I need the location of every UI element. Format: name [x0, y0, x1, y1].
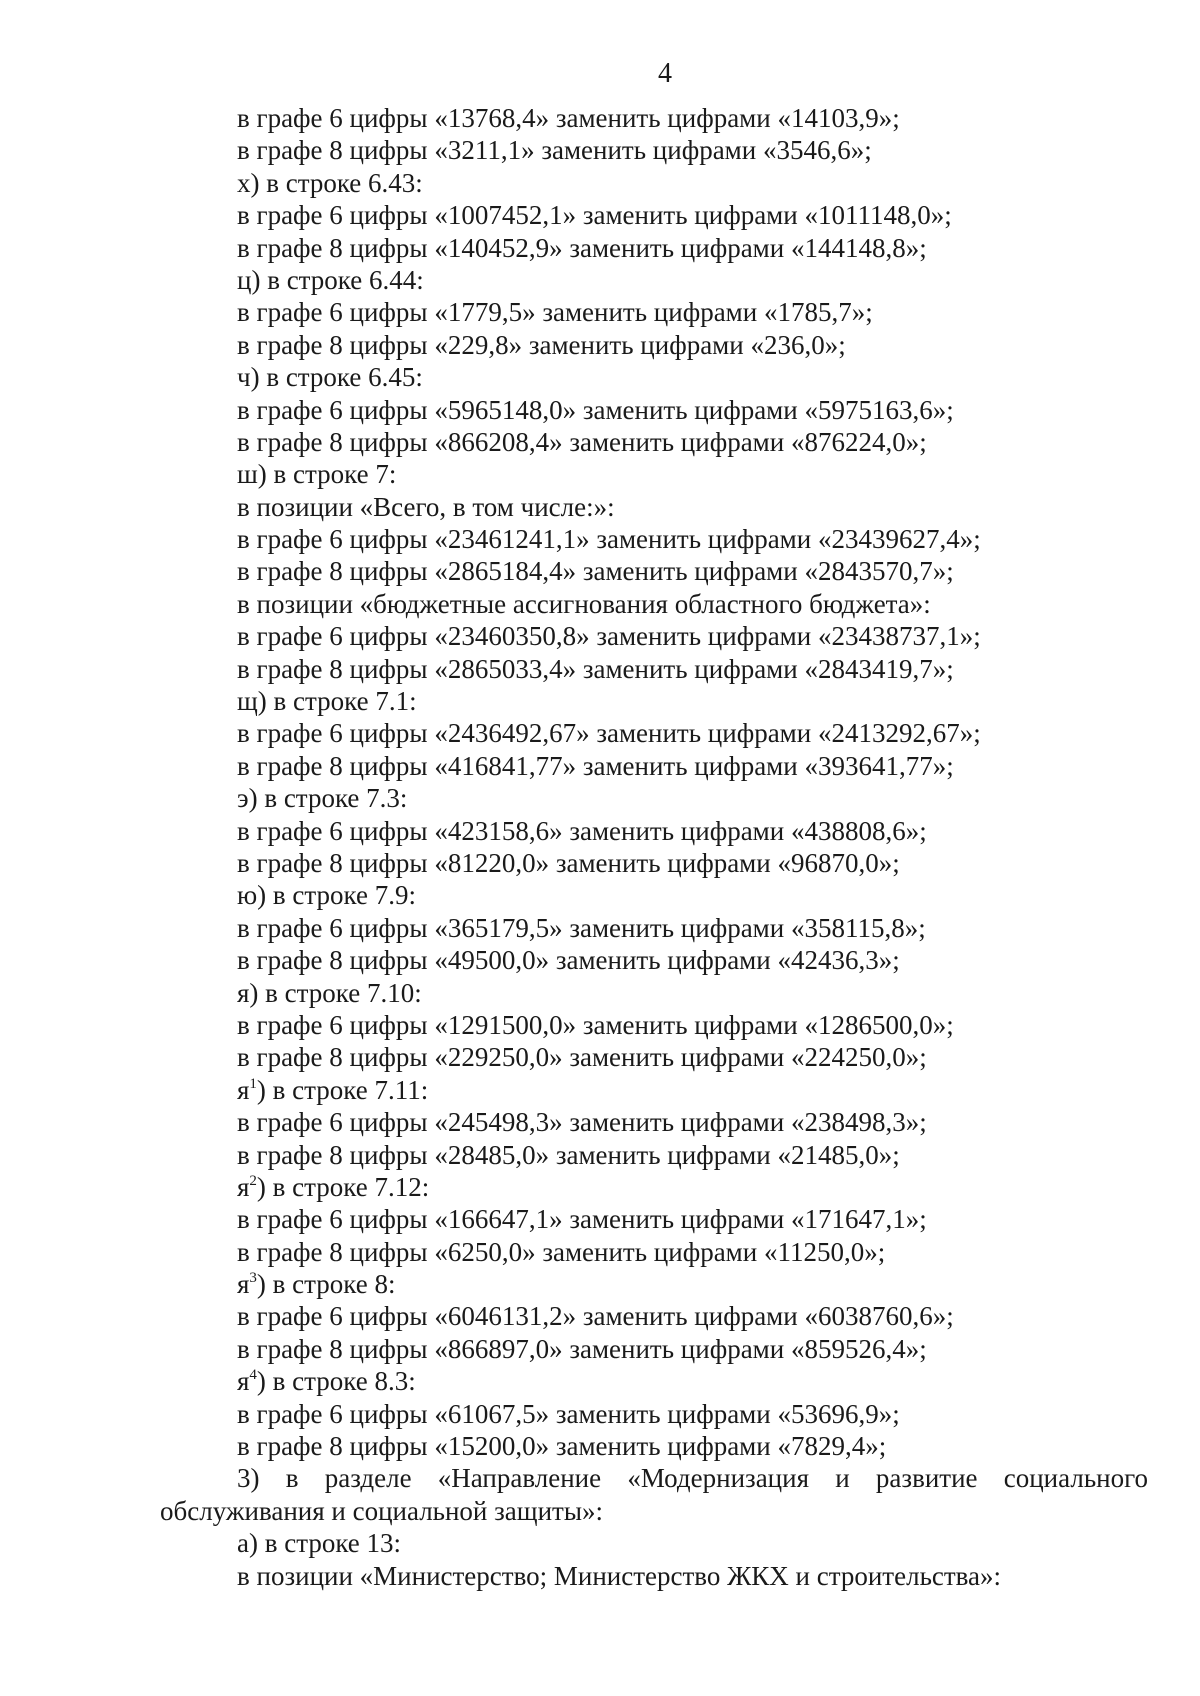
list-item-heading: ц) в строке 6.44:: [237, 264, 424, 295]
text-line: в графе 8 цифры «81220,0» заменить цифрами «96870,0»;: [237, 847, 900, 878]
text-line: в графе 8 цифры «2865184,4» заменить цифрами «2843570,7»;: [237, 556, 954, 587]
list-item-heading: ю) в строке 7.9:: [237, 880, 416, 911]
text-line: в графе 6 цифры «23461241,1» заменить цифрами «23439627,4»;: [237, 524, 981, 555]
text-line: в графе 6 цифры «166647,1» заменить цифрами «171647,1»;: [237, 1204, 927, 1235]
text-line: в графе 8 цифры «140452,9» заменить цифрами «144148,8»;: [237, 232, 927, 263]
item-letter: я: [237, 1366, 250, 1397]
item-heading-text: ) в строке 7.12:: [256, 1171, 430, 1202]
item-superscript: 1: [249, 1075, 257, 1092]
text-line: в графе 6 цифры «23460350,8» заменить цифрами «23438737,1»;: [237, 621, 981, 652]
text-line: в графе 6 цифры «245498,3» заменить цифрами «238498,3»;: [237, 1107, 927, 1138]
list-item-heading: а) в строке 13:: [237, 1528, 402, 1559]
text-line: в графе 8 цифры «416841,77» заменить цифрами «393641,77»;: [237, 750, 954, 781]
item-heading-text: ) в строке 8:: [256, 1269, 396, 1300]
text-line: в графе 8 цифры «6250,0» заменить цифрами «11250,0»;: [237, 1236, 886, 1267]
text-line: в позиции «Министерство; Министерство ЖКХ и строительства»:: [237, 1560, 1002, 1591]
list-item-heading: [0, 1074, 1200, 1106]
text-line: в графе 6 цифры «1779,5» заменить цифрами «1785,7»;: [237, 297, 873, 328]
text-line: в позиции «Всего, в том числе:»:: [237, 491, 615, 522]
list-item-heading: э) в строке 7.3:: [237, 783, 408, 814]
item-heading-text: ) в строке 8.3:: [256, 1366, 416, 1397]
text-line: в графе 6 цифры «1291500,0» заменить цифрами «1286500,0»;: [237, 1009, 954, 1040]
list-item-heading: [0, 1268, 1200, 1300]
section-paragraph-continuation: обслуживания и социальной защиты»:: [160, 1495, 603, 1526]
list-item-heading: [0, 1365, 1200, 1397]
list-item-heading: х) в строке 6.43:: [237, 167, 423, 198]
document-body: [0, 102, 1200, 1592]
item-superscript: 3: [249, 1270, 257, 1287]
text-line: в графе 6 цифры «5965148,0» заменить цифрами «5975163,6»;: [237, 394, 954, 425]
text-line: в графе 6 цифры «2436492,67» заменить цифрами «2413292,67»;: [237, 718, 981, 749]
text-line: в графе 8 цифры «229250,0» заменить цифрами «224250,0»;: [237, 1042, 927, 1073]
item-superscript: 2: [249, 1172, 257, 1189]
text-line: в позиции «бюджетные ассигнования областного бюджета»:: [237, 588, 931, 619]
text-line: в графе 6 цифры «365179,5» заменить цифрами «358115,8»;: [237, 912, 926, 943]
text-line: в графе 8 цифры «3211,1» заменить цифрами «3546,6»;: [237, 135, 872, 166]
list-item-heading: ч) в строке 6.45:: [237, 362, 423, 393]
list-item-heading: щ) в строке 7.1:: [237, 686, 417, 717]
section-paragraph-first-line: 3) в разделе «Направление «Модернизация и развитие социального: [237, 1463, 1148, 1494]
text-line: в графе 8 цифры «15200,0» заменить цифрами «7829,4»;: [237, 1431, 887, 1462]
item-heading-text: ) в строке 7.11:: [256, 1074, 429, 1105]
text-line: в графе 6 цифры «1007452,1» заменить цифрами «1011148,0»;: [237, 200, 952, 231]
text-line: в графе 6 цифры «13768,4» заменить цифрами «14103,9»;: [237, 103, 900, 133]
text-line: в графе 8 цифры «866897,0» заменить цифрами «859526,4»;: [237, 1333, 927, 1364]
list-item-heading: я) в строке 7.10:: [237, 977, 422, 1008]
list-item-heading: [0, 1171, 1200, 1203]
text-line: в графе 6 цифры «6046131,2» заменить цифрами «6038760,6»;: [237, 1301, 954, 1332]
item-letter: я: [237, 1074, 250, 1105]
text-line: в графе 8 цифры «28485,0» заменить цифрами «21485,0»;: [237, 1139, 900, 1170]
list-item-heading: ш) в строке 7:: [237, 459, 397, 490]
text-line: в графе 6 цифры «423158,6» заменить цифрами «438808,6»;: [237, 815, 927, 846]
text-line: в графе 6 цифры «61067,5» заменить цифрами «53696,9»;: [237, 1398, 900, 1429]
page-number: 4: [658, 58, 672, 89]
item-superscript: 4: [249, 1367, 257, 1384]
item-letter: я: [237, 1269, 250, 1300]
item-letter: я: [237, 1171, 250, 1202]
text-line: в графе 8 цифры «229,8» заменить цифрами «236,0»;: [237, 329, 846, 360]
text-line: в графе 8 цифры «49500,0» заменить цифрами «42436,3»;: [237, 945, 900, 976]
text-line: в графе 8 цифры «2865033,4» заменить цифрами «2843419,7»;: [237, 653, 954, 684]
text-line: в графе 8 цифры «866208,4» заменить цифрами «876224,0»;: [237, 426, 927, 457]
